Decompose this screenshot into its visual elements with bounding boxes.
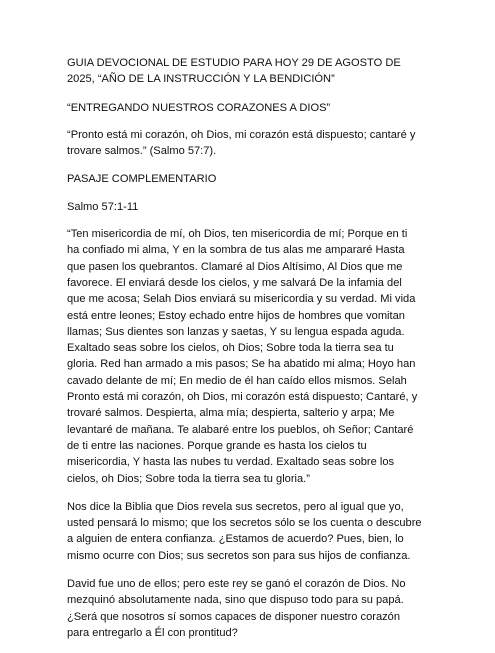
document-subtitle: “ENTREGANDO NUESTROS CORAZONES A DIOS” <box>67 101 331 114</box>
body-paragraph-1: Nos dice la Biblia que Dios revela sus secretos, pero al igual que yo, usted pensará lo mismo; que los secretos sólo se los cuenta o descubre a alguien de entera confianza. ¿Estamos de acuerdo? Pues, bien, lo mismo ocurre con Dios; sus secretos son para sus hijos de confianza. <box>67 500 422 562</box>
document-header-title: GUIA DEVOCIONAL DE ESTUDIO PARA HOY 29 DE AGOSTO DE 2025, “AÑO DE LA INSTRUCCIÓN Y LA BENDICIÓN” <box>67 57 401 86</box>
passage-reference: Salmo 57:1-11 <box>67 200 139 213</box>
body-paragraph-2: David fue uno de ellos; pero este rey se ganó el corazón de Dios. No mezquinó absolutamente nada, sino que dispuso todo para su papá. ¿Será que nosotros sí somos capaces de disponer nuestro corazón para entregarlo a Él con prontitud? <box>67 578 406 639</box>
key-verse: “Pronto está mi corazón, oh Dios, mi corazón está dispuesto; cantaré y trovare salmos.” (Salmo 57:7). <box>67 128 416 158</box>
document-page <box>67 55 422 653</box>
passage-text: “Ten misericordia de mí, oh Dios, ten misericordia de mí; Porque en ti ha confiado mi alma, Y en la sombra de tus alas me ampararé Hasta que pasen los quebrantos. Clamaré al Dios Altísimo, Al Dios que me favorece. El enviará desde los cielos, y me salvará De la infamia del que me acosa; Selah Dios enviará su misericordia y su verdad. Mi vida está entre leones; Estoy echado entre hijos de hombres que vomitan llamas; Sus dientes son lanzas y saetas, Y su lengua espada aguda. Exaltado seas sobre los cielos, oh Dios; Sobre toda la tierra sea tu gloria. Red han armado a mis pasos; Se ha abatido mi alma; Hoyo han cavado delante de mí; En medio de él han caído ellos mismos. Selah Pronto está mi corazón, oh Dios, mi corazón está dispuesto; Cantaré, y trovaré salmos. Despierta, alma mía; despierta, salterio y arpa; Me levantaré de mañana. Te alabaré entre los pueblos, oh Señor; Cantaré de ti entre las naciones. Porque grande es hasta los cielos tu misericordia, Y hasta las nubes tu verdad. Exaltado seas sobre los cielos, oh Dios; Sobre toda la tierra sea tu gloria.” <box>67 228 418 485</box>
section-label: PASAJE COMPLEMENTARIO <box>67 173 217 186</box>
